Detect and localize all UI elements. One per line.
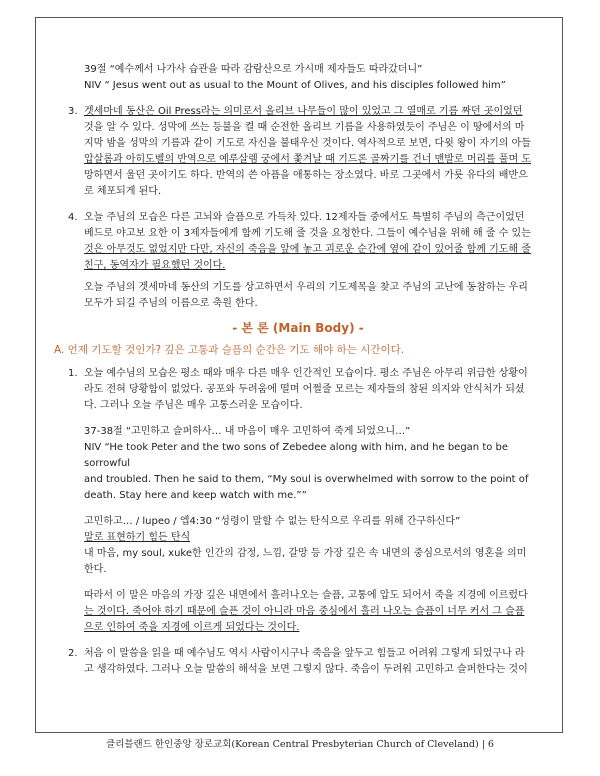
therefore-line-1: 따라서 이 말은 마음의 가장 깊은 내면에서 흘러나오는 슬픔, 고통에 압도 되어서 죽을 지경에 이르렀다	[84, 590, 528, 601]
verse-37-38-niv-3: death. Stay here and keep watch with me.””	[84, 490, 307, 501]
list-item-2	[48, 646, 548, 678]
list-item-number: 1.	[68, 368, 78, 379]
verse-37-38-korean: 37-38절 “고민하고 슬퍼하사… 내 마음이 매우 고민하여 죽게 되었으니…”	[84, 426, 411, 437]
verse-39-niv: NIV “ Jesus went out as usual to the Mount of Olives, and his disciples followed him”	[84, 80, 506, 91]
soul-line-1: 내 마음, my soul, xuke한 인간의 감정, 느낌, 갈망 등 가장 깊은 속 내면의 중심으로서의 영혼을 의미	[84, 548, 527, 559]
item4-line-2: 베드로 야고보 요한 이 3제자들에게 함께 기도해 줄 것을 요청한다. 그들이 예수님을 위해 해 줄 수 있는	[84, 228, 531, 239]
list-item-3	[48, 104, 548, 200]
therefore-line-2: 는 것이다. 죽어야 하기 때문에 슬픈 것이 아니라 마음 중심에서 흘러 나오는 슬픔이 너무 커서 그 슬픔	[84, 606, 525, 617]
item3-line-5: 망하면서 울던 곳이기도 하다. 반역의 쓴 아픔을 애통하는 장소였다. 바로 그곳에서 가룟 유다의 배반으	[84, 170, 528, 181]
item1-line-2: 라도 전혀 당황함이 없었다. 공포와 두려움에 떨며 어쩔줄 모르는 제자들의 참된 의지와 안식처가 되셨	[84, 384, 525, 395]
list-item-4	[48, 210, 548, 312]
list-item-number: 4.	[68, 212, 78, 223]
item1-line-1: 오늘 예수님의 모습은 평소 때와 매우 다른 매우 인간적인 모습이다. 평소 주님은 아무리 위급한 상황이	[84, 368, 528, 379]
list-item-number: 2.	[68, 648, 78, 659]
item1-line-3: 다. 그러나 오늘 주님은 매우 고통스러운 모습이다.	[84, 400, 303, 411]
item3-line-1: 겟세마네 동산은 Oil Press라는 의미로서 올리브 나무들이 많이 있었고 그 열매로 기름 짜던 곳이었던	[84, 106, 523, 117]
verse-39-block	[84, 62, 548, 94]
verse-37-38-niv-2: and troubled. Then he said to them, “My soul is overwhelmed with sorrow to the point of	[84, 474, 529, 485]
item3-line-4: 압살롬과 아히도벨의 반역으로 예루살렘 궁에서 쫓겨날 때 기드론 골짜기를 건너 맨발로 머리를 풀며 도	[84, 154, 532, 165]
item2-line-1: 처음 이 말씀을 읽을 때 예수님도 역시 사람이시구나 죽음을 앞두고 힘들고 어려워 그렇게 되었구나 라	[84, 648, 525, 659]
item4-line-1: 오늘 주님의 모습은 다른 고뇌와 슬픔으로 가득차 있다. 12제자들 중에서도 특별히 주님의 측근이었던	[84, 212, 525, 223]
item4-line-4: 친구, 동역자가 필요했던 것이다.	[84, 260, 226, 271]
item4-follow-2: 모두가 되길 주님의 이름으로 축원 한다.	[84, 298, 258, 309]
therefore-line-3: 으로 인하여 죽을 지경에 이르게 되었다는 것이다.	[84, 622, 300, 633]
list-item-1	[48, 366, 548, 636]
soul-line-2: 한다.	[84, 564, 107, 575]
word-meaning: 말로 표현하기 힘든 탄식	[84, 532, 191, 543]
item4-follow-1: 오늘 주님의 겟세마네 동산의 기도를 상고하면서 우리의 기도제목을 찾고 주님의 고난에 동참하는 우리	[84, 282, 528, 293]
item3-line-6: 로 체포되게 된다.	[84, 186, 162, 197]
list-item-number: 3.	[68, 106, 78, 117]
item2-line-2: 고 생각하였다. 그러나 오늘 말씀의 해석을 보면 그렇지 않다. 죽음이 두려워 고민하고 슬퍼한다는 것이	[84, 664, 528, 675]
word-study-line: 고민하고… / lupeo / 엡4:30 “성령이 말할 수 없는 탄식으로 우리를 위해 간구하신다”	[84, 516, 461, 527]
main-body-title: - 본 론 (Main Body) -	[232, 321, 364, 335]
section-a-heading: A. 언제 기도할 것인가? 깊은 고통과 슬픔의 순간은 기도 해야 하는 시간이다.	[54, 344, 405, 356]
page-content	[48, 62, 548, 678]
item4-line-3: 것은 아무것도 없었지만 다만, 자신의 죽음을 앞에 놓고 괴로운 순간에 옆에 같이 있어줄 함께 기도해 줄	[84, 244, 531, 255]
verse-39-korean: 39절 “예수께서 나가사 습관을 따라 감람산으로 가시매 제자들도 따라갔더니”	[84, 64, 423, 75]
item3-line-3: 지막 밤을 성막의 기름과 같이 기도로 자신을 불태우신 것이다. 역사적으로 보면, 다윗 왕이 자기의 아들	[84, 138, 531, 149]
page-footer: 클리블랜드 한인중앙 장로교회(Korean Central Presbyterian Church of Cleveland) | 6	[106, 739, 494, 750]
verse-37-38-niv-1: NIV “He took Peter and the two sons of Zebedee along with him, and he began to be sorrowful	[84, 442, 509, 469]
item3-line-2: 것을 알 수 있다. 성막에 쓰는 등불을 켤 때 순전한 올리브 기름을 사용하였듯이 주님은 이 땅에서의 마	[84, 122, 525, 133]
